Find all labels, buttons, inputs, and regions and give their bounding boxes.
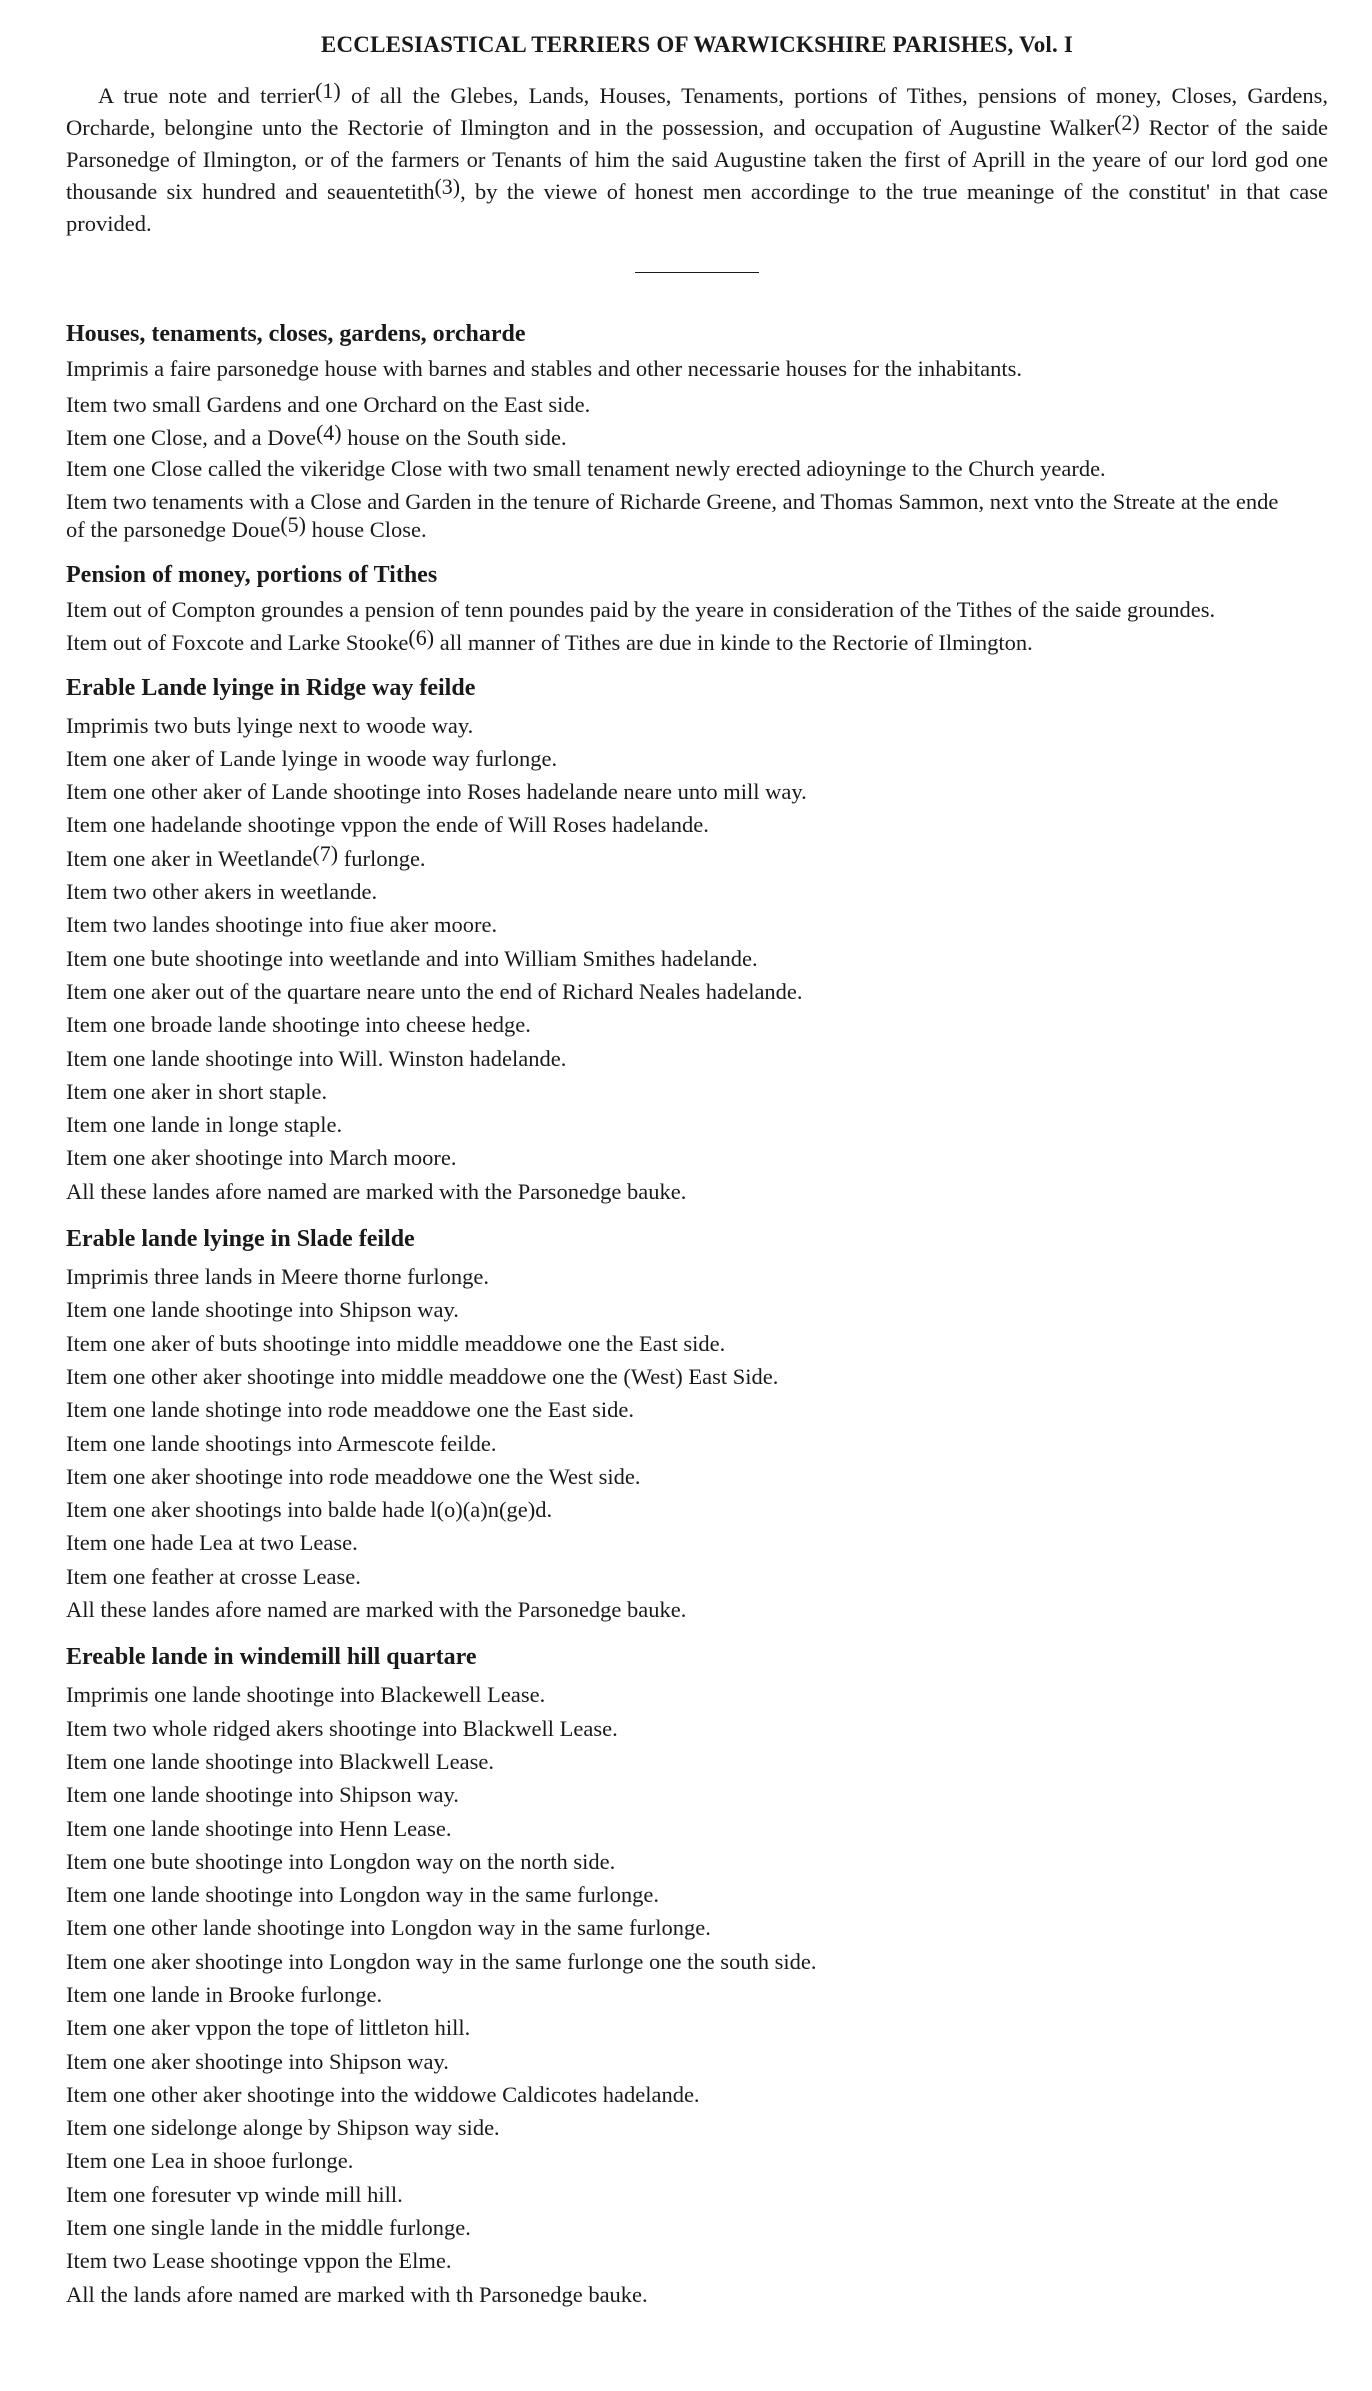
footnote-ref: (4) xyxy=(315,420,342,446)
entry-line xyxy=(66,942,1328,975)
entry-text: Item one single lande in the middle furlonge. xyxy=(66,2215,471,2241)
entry-text: All these landes afore named are marked with the Parsonedge bauke. xyxy=(66,1178,687,1204)
entry-text: Item two other akers in weetlande. xyxy=(66,879,378,905)
intro-text: A true note and terrier xyxy=(98,83,316,108)
entry-line xyxy=(66,1293,1328,1326)
entry-line xyxy=(66,975,1328,1008)
entry-line xyxy=(66,1427,1328,1460)
entry-text: Item one lande in Brooke furlonge. xyxy=(66,1981,383,2007)
entry-line xyxy=(66,1978,1328,2011)
section-heading: Erable lande lyinge in Slade feilde xyxy=(66,1226,415,1253)
section xyxy=(66,558,1328,657)
section xyxy=(66,1640,1328,2311)
section xyxy=(66,317,1328,544)
entry-line xyxy=(66,2011,1328,2044)
entry-line xyxy=(66,388,1328,421)
section-heading: Ereable lande in windemill hill quartare xyxy=(66,1644,477,1671)
entry-line xyxy=(66,1745,1328,1778)
entry-line xyxy=(66,1008,1328,1041)
entry-text: Item one other lande shootinge into Longdon way in the same furlonge. xyxy=(66,1915,711,1941)
entry-text: Item one aker vppon the tope of littleton hill. xyxy=(66,2015,471,2041)
entry-line xyxy=(66,908,1328,941)
entry-line xyxy=(66,808,1328,841)
entry-text: Imprimis one lande shootinge into Blackewell Lease. xyxy=(66,1682,546,1708)
entry-line xyxy=(66,1393,1328,1426)
entry-text: Item two landes shootinge into fiue aker moore. xyxy=(66,912,498,938)
entry-text: Item one aker shootinge into Shipson way. xyxy=(66,2048,449,2074)
entry-text: house Close. xyxy=(305,516,427,542)
entry-line xyxy=(66,1141,1328,1174)
entry-text: Item one lande shootinge into Shipson way. xyxy=(66,1297,459,1323)
entry-line xyxy=(66,1778,1328,1811)
footnote-ref: (6) xyxy=(408,624,435,650)
intro-text: of all the Glebes, Lands, Houses, Tenaments, portions of Tithes, pensions of money, Closes, Gardens, Orcharde, belongine unto the Rectorie of Ilmington and in the possession, and occupation of Augustine Walker xyxy=(66,83,1328,140)
entry-line xyxy=(66,709,1328,742)
entry-text: Item one bute shootinge into Longdon way on the north side. xyxy=(66,1848,616,1874)
footnote-ref: (2) xyxy=(1114,110,1140,135)
entry-text: Item one aker in short staple. xyxy=(66,1078,328,1104)
entry-line xyxy=(66,742,1328,775)
section-heading: Pension of money, portions of Tithes xyxy=(66,561,438,588)
entry-text: Item one hade Lea at two Lease. xyxy=(66,1530,358,1556)
section xyxy=(66,671,1328,1208)
entry-line xyxy=(66,1493,1328,1526)
entry-text: Item out of Compton groundes a pension of tenn poundes paid by the yeare in consideration of the Tithes of the saide groundes. xyxy=(66,596,1216,622)
entry-line xyxy=(66,2178,1328,2211)
entry-text: Item one foresuter vp winde mill hill. xyxy=(66,2181,403,2207)
entry-text: Imprimis a faire parsonedge house with barnes and stables and other necessarie houses for the inhabitants. xyxy=(66,356,1022,381)
entry-text: Item one other aker of Lande shootinge into Roses hadelande neare unto mill way. xyxy=(66,779,807,805)
entry-text: house on the South side. xyxy=(341,425,567,451)
entry-line xyxy=(66,775,1328,808)
entry-line xyxy=(66,1945,1328,1978)
entry-text: Item one aker shootinge into rode meaddowe one the West side. xyxy=(66,1463,641,1489)
entry-line xyxy=(66,2045,1328,2078)
entry-text: Item one aker shootinge into March moore. xyxy=(66,1145,457,1171)
entry-line xyxy=(66,1260,1328,1293)
entry-line xyxy=(66,1108,1328,1141)
intro-paragraph xyxy=(66,80,1328,240)
divider-rule xyxy=(635,272,759,273)
entry-text: Item one aker shootings into balde hade l(o)(a)n(ge)d. xyxy=(66,1497,553,1523)
entry-text: Item one lande shootings into Armescote feilde. xyxy=(66,1430,497,1456)
entry-line xyxy=(66,488,1328,544)
entry-text: Item one sidelonge alonge by Shipson way side. xyxy=(66,2115,500,2141)
entry-line xyxy=(66,1878,1328,1911)
entry-text: Item one broade lande shootinge into cheese hedge. xyxy=(66,1012,531,1038)
entry-text: Item one lande shootinge into Blackwell Lease. xyxy=(66,1748,494,1774)
intro-text: , by the viewe of honest men accordinge to the true meaninge of the constitut' in that case provided. xyxy=(66,179,1328,236)
footnote-ref: (3) xyxy=(434,174,461,199)
entry-text: furlonge. xyxy=(338,845,426,871)
entry-line xyxy=(66,1360,1328,1393)
entry-text: Item one aker in Weetlande xyxy=(66,845,313,871)
entry-text: Item out of Foxcote and Larke Stooke xyxy=(66,629,409,655)
entry-line xyxy=(66,1042,1328,1075)
entry-line xyxy=(66,1175,1328,1208)
entry-text: Item one feather at crosse Lease. xyxy=(66,1563,361,1589)
entry-text: Item one lande in longe staple. xyxy=(66,1112,343,1138)
sections-container xyxy=(66,317,1328,2311)
footnote-ref: (7) xyxy=(312,840,339,866)
entry-line xyxy=(66,2144,1328,2177)
entry-text: Item one aker shootinge into Longdon way in the same furlonge one the south side. xyxy=(66,1948,817,1974)
entry-text: Item two tenaments with a Close and Garden in the tenure of Richarde Greene, and Thomas Sammon, next vnto the Streate at the ende of the parsonedge Doue xyxy=(66,488,1279,542)
footnote-ref: (5) xyxy=(280,511,306,537)
entry-line xyxy=(66,2211,1328,2244)
entry-text: Item two Lease shootinge vppon the Elme. xyxy=(66,2248,452,2274)
entry-line xyxy=(66,1460,1328,1493)
entry-line xyxy=(66,2078,1328,2111)
entry-line xyxy=(66,1812,1328,1845)
entry-line xyxy=(66,624,1328,657)
entry-text: Imprimis two buts lyinge next to woode way. xyxy=(66,712,474,738)
entry-text: Item one other aker shootinge into the widdowe Caldicotes hadelande. xyxy=(66,2081,700,2107)
entry-text: Item one lande shotinge into rode meaddowe one the East side. xyxy=(66,1397,634,1423)
page-title: ECCLESIASTICAL TERRIERS OF WARWICKSHIRE PARISHES, Vol. I xyxy=(320,32,1074,57)
entry-text: Item one lande shootinge into Longdon way in the same furlonge. xyxy=(66,1882,659,1908)
entry-text: Item one aker of Lande lyinge in woode way furlonge. xyxy=(66,745,558,771)
section-heading: Houses, tenaments, closes, gardens, orcharde xyxy=(66,321,526,347)
entry-text: Item two small Gardens and one Orchard on the East side. xyxy=(66,392,591,417)
document-page xyxy=(66,30,1328,2325)
entry-line xyxy=(66,421,1328,454)
section xyxy=(66,1222,1328,1626)
section-heading: Erable Lande lyinge in Ridge way feilde xyxy=(66,674,476,701)
entry-line xyxy=(66,1911,1328,1944)
entry-line xyxy=(66,1327,1328,1360)
entry-text: Item one aker out of the quartare neare unto the end of Richard Neales hadelande. xyxy=(66,978,803,1004)
entry-text: Item one lande shootinge into Henn Lease. xyxy=(66,1815,452,1841)
entry-line xyxy=(66,875,1328,908)
entry-text: Item one Close called the vikeridge Close with two small tenament newly erected adioyninge to the Church yearde. xyxy=(66,455,1106,481)
entry-line xyxy=(66,1593,1328,1626)
entry-text: Item one hadelande shootinge vppon the ende of Will Roses hadelande. xyxy=(66,812,709,838)
entry-text: Item one bute shootinge into weetlande and into William Smithes hadelande. xyxy=(66,945,758,971)
entry-text: Item one Close, and a Dove xyxy=(66,425,316,451)
entry-text: All the lands afore named are marked with th Parsonedge bauke. xyxy=(66,2281,648,2307)
entry-line xyxy=(66,2244,1328,2277)
entry-text: Imprimis three lands in Meere thorne furlonge. xyxy=(66,1264,489,1290)
intro-text: Rector of the saide Parsonedge of Ilmington, or of the farmers or Tenants of him the said Augustine taken the first of Aprill in the yeare of our lord god one thousande six hundred and seauentetith xyxy=(66,115,1328,204)
footnote-ref: (1) xyxy=(315,78,341,103)
entry-text: Item two whole ridged akers shootinge into Blackwell Lease. xyxy=(66,1715,618,1741)
entry-line xyxy=(66,1560,1328,1593)
entry-line xyxy=(66,842,1328,875)
entry-text: Item one Lea in shooe furlonge. xyxy=(66,2148,354,2174)
entry-text: Item one aker of buts shootinge into middle meaddowe one the East side. xyxy=(66,1330,726,1356)
entry-text: Item one lande shootinge into Will. Winston hadelande. xyxy=(66,1045,567,1071)
entry-line xyxy=(66,2111,1328,2144)
entry-line xyxy=(66,1845,1328,1878)
entry-line xyxy=(66,1712,1328,1745)
entry-text: all manner of Tithes are due in kinde to the Rectorie of Ilmington. xyxy=(434,629,1033,655)
entry-line xyxy=(66,355,1328,383)
entry-line xyxy=(66,455,1328,483)
entry-line xyxy=(66,596,1328,624)
entry-line xyxy=(66,1526,1328,1559)
entry-line xyxy=(66,1678,1328,1711)
entry-line xyxy=(66,1075,1328,1108)
entry-text: Item one other aker shootinge into middle meaddowe one the (West) East Side. xyxy=(66,1363,779,1389)
entry-text: All these landes afore named are marked with the Parsonedge bauke. xyxy=(66,1597,687,1623)
entry-text: Item one lande shootinge into Shipson way. xyxy=(66,1782,459,1808)
entry-line xyxy=(66,2278,1328,2311)
